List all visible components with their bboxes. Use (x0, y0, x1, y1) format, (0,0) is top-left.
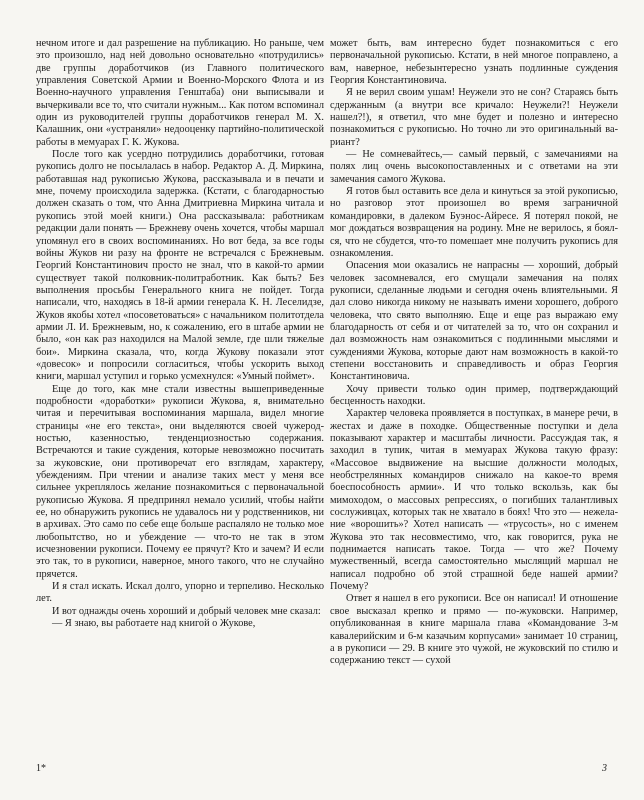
paragraph: — Я знаю, вы работаете над книгой о Жукове, (52, 618, 256, 630)
paragraph: Опасения мои оказались не напрасны — хороший, добрый человек засомневался, его смущали замечания на полях рукописи, сделанные людьми и сегодня очень влиятельными. Я дал слово никогда никому не называть имени хорошего, доброго человека, что свято выполняю. Еще и еще раз выражаю ему благодарность от себя и от читателей за то, что он сохранил и дал возможность нам ознакомиться с подлинными мыслями и суждениями Жукова, которые дают нам возможность в какой-то степени восстановить и справедливость и образ Георгия Константиновича. (330, 260, 618, 383)
page-number: 3 (602, 763, 607, 774)
signature-mark: 1* (36, 763, 46, 774)
paragraph: После того как усердно потрудились доработчики, готовая рукопись долго не посылалась в набор. Редактор А. Д. Миркина, работавшая над рукописью Жукова, рассказывала и в печати и мне, почему происходила задержка. (Кстати, с благодарностью должен сказать о том, что Анна Дмитриевна Миркина читала и рукопись этой моей книги.) Она рассказывала: работникам редакции дали понять — Брежневу очень хочется, чтобы маршал упомянул его в своих воспоминаниях. Но вот беда, за все годы войны Жуков ни разу на фронте не встречался с Брежневым. Георгий Константинович просто не знал, что в какой-то армии существует такой полковник-политработник. Как быть? Без выполнения просьбы Генерального книга не пойдет. Тогда написали, что, находясь в 18-й армии генерала К. Н. Леселидзе, Жуков якобы хотел «посоветоваться» с начальником политотдела армии Л. И. Брежневым, но, к сожалению, его в штабе армии не было, «он как раз находился на Малой земле, где шли тяжелые бои». Миркина сказала, что, когда Жукову показали этот «довесок» и попросили согласиться, чтобы ускорить выход книги, маршал уступил и горько усмехнулся: «Умный поймет». (36, 149, 324, 383)
paragraph: Я не верил своим ушам! Неужели это не сон? Стараясь быть сдержанным (а внутри все кричало: Неужели?! Неужели нашел?!), я ответил, что мне будет и полезно и интересно познакомиться с рукописью. Но точно ли это оригинальный вариант? (330, 87, 618, 148)
paragraph: И вот однажды очень хороший и добрый человек мне сказал: (52, 605, 321, 617)
right-column (330, 38, 618, 668)
paragraph: Характер человека проявляется в поступках, в манере речи, в жестах и даже в походке. Общественные поступки и дела показывают характер и масштабы личности. Рассуждая так, я заходил в тупик, читая в мемуарах Жукова такую фразу: «Массовое выдвижение на высшие должности молодых, необстрелянных командиров снижало на какое-то время боеспособность армии». И что только вскользь, как бы мимоходом, о массовых репрессиях, о погибших талантливых сослуживцах, которых так не хватало в боях! Что это — нежелание «ворошить»? Хотел написать — «трусость», но с именем Жукова это так несовместимо, что, как говорится, рука не поднимается написать такое. Тогда — что же? Почему мужественный, всегда самостоятельно мыслящий маршал не написал подробно об этой страшной беде нашей армии? Почему? (330, 408, 618, 593)
paragraph: — Не сомневайтесь,— самый первый, с замечаниями на полях лиц очень высокопоставленных и с ответами на эти замечания самого Жукова. (330, 149, 618, 185)
paragraph: нечном итоге и дал разрешение на публикацию. Но раньше, чем это произошло, над ней довольно основательно «потрудились» две группы доработчиков (из Главного политического управления Советской Армии и Военно-Морского Флота и из Военно-научного управления Генштаба) они выписывали и вычеркивали все то, что считали нужным... Как потом вспоминал один из руководителей группы доработчиков генерал М. Х. Калашник, они «устраняли» недооценку партийно-политической работы в мемуарах Г. К. Жукова. (36, 38, 324, 148)
paragraph: может быть, вам интересно будет познакомиться с его первоначальной рукописью. Кстати, в ней многое поправлено, а вам, наверное, небезынтересно узнать подлинные суждения Георгия Константиновича. (330, 38, 618, 87)
paragraph: Еще до того, как мне стали известны вышеприведенные подробности «доработки» рукописи Жукова, я, внимательно читая и перечитывая воспоминания маршала, видел многие страницы «не его текста», они выделяются своей чужеродностью, казенностью, тенденциозностью содержания. Встречаются и такие суждения, которые невозможно посчитать за жуковские, они противоречат его взглядам, характеру, убеждениям. При чтении и анализе таких мест у меня все сильнее укреплялось желание познакомиться с первоначальной рукописью Жукова. Я предпринял немало усилий, чтобы найти ее, но обнаружить рукопись не удавалось ни у родственников, ни в архивах. Это само по себе еще больше распаляло не только мое любопытство, но и убеждение — что-то не так в этом исчезновении рукописи. Почему ее прячут? Кто и зачем? И если это так, то в рукописи, наверное, много такого, что не случайно прячется. (36, 383, 324, 580)
paragraph: Ответ я нашел в его рукописи. Все он написал! И отношение свое высказал крепко и прямо — по-жуковски. Например, опубликованная в книге маршала глава «Командование 3-м кавалерийским и 6-м казачьим корпусами» занимает 10 страниц, а в рукописи — 29. В книге это чужой, не жуковский по стилю и содержанию текст — сухой (330, 593, 618, 667)
paragraph: Хочу привести только один пример, подтверждающий бесценность находки. (330, 383, 618, 407)
left-column (36, 38, 324, 631)
paragraph: И я стал искать. Искал долго, упорно и терпеливо. Несколько лет. (36, 581, 324, 605)
paragraph: Я готов был оставить все дела и кинуться за этой рукописью, но разговор этот произошел во время заграничной командировки, в далеком Буэнос-Айресе. Я потерял покой, не мог дождаться возвращения на родину. Мне не верилось, я боялся, что не сбудется, что-то помешает мне получить рукопись для ознакомления. (330, 186, 618, 259)
